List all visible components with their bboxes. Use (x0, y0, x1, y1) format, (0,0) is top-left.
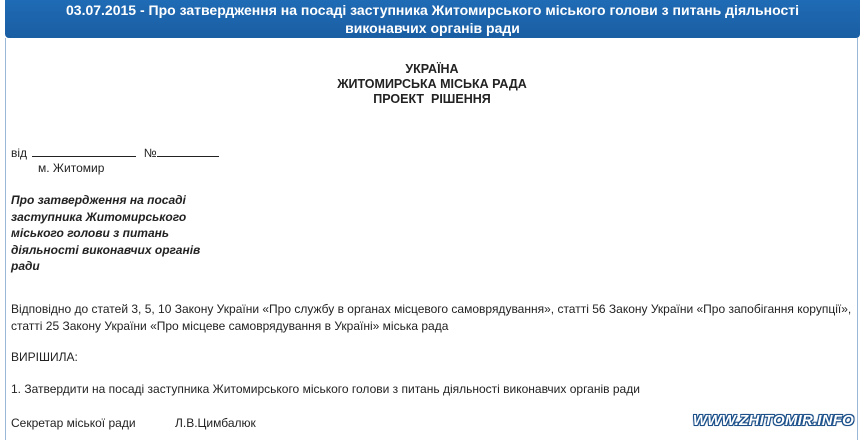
subject-line: міського голови з питань (11, 226, 170, 240)
decision-subject (11, 192, 231, 275)
date-blank (32, 145, 136, 157)
subject-line: діяльності виконавчих органів (11, 242, 201, 257)
subject-line: ради (11, 259, 40, 273)
document-title-line-2: виконавчих органів ради (345, 20, 520, 36)
resolved-label: ВИРІШИЛА: (11, 350, 78, 364)
signature-name: Л.В.Цимбалюк (175, 416, 256, 430)
subject-line: Про затвердження на посаді (11, 193, 186, 207)
document-heading (0, 62, 864, 107)
date-number-line (11, 145, 219, 161)
heading-council: ЖИТОМИРСЬКА МІСЬКА РАДА (337, 77, 527, 91)
signature-role: Секретар міської ради (11, 416, 136, 430)
heading-doc-type: ПРОЕКТ РІШЕННЯ (373, 92, 491, 106)
number-label: № (143, 146, 157, 160)
number-blank (157, 145, 219, 157)
site-watermark: WWW.ZHITOMIR.INFO (692, 412, 854, 429)
document-title-line-1: 03.07.2015 - Про затвердження на посаді заступника Житомирського міського голови з питань діяльності (66, 2, 799, 18)
preamble-paragraph: Відповідно до статей 3, 5, 10 Закону України «Про службу в органах місцевого самоврядування», статті 56 Закону України «Про запобігання корупції», статті 25 Закону України «Про місцеве самоврядування в Україні» міська рада (11, 302, 852, 333)
subject-line: заступника Житомирського (11, 209, 187, 224)
from-label: від (11, 146, 28, 160)
document-title-bar (5, 0, 860, 38)
heading-country: УКРАЇНА (405, 62, 459, 76)
city-label: м. Житомир (38, 161, 105, 175)
decision-item-1: 1. Затвердити на посаді заступника Житомирського міського голови з питань діяльності виконавчих органів ради (11, 382, 640, 396)
